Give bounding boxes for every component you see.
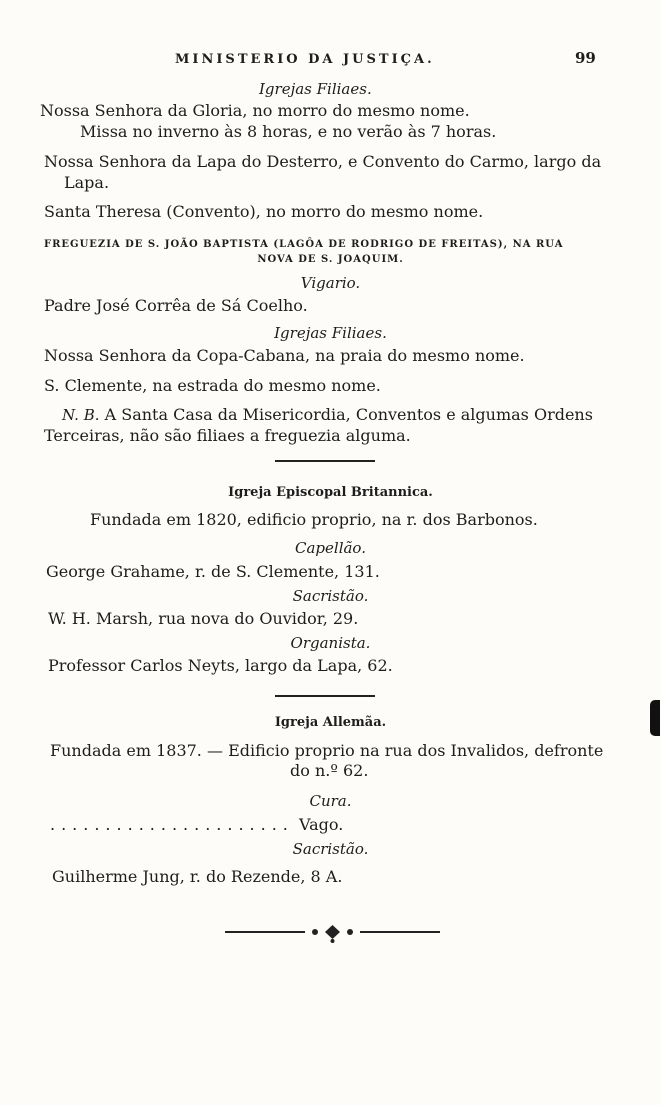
note-line: Terceiras, não são filiaes a freguezia alguma. [44,426,411,445]
text-line: Guilherme Jung, r. do Rezende, 8 A. [52,867,343,886]
divider [275,695,375,697]
role-heading: Capellão. [295,539,366,557]
text-line: Nossa Senhora da Lapa do Desterro, e Convento do Carmo, largo da [44,152,602,171]
cura-value: Vago. [298,815,344,834]
text-line: George Grahame, r. de S. Clemente, 131. [46,562,380,581]
dot-leader: ...................... [50,815,294,834]
text-line: Nossa Senhora da Copa-Cabana, na praia do mesmo nome. [44,346,525,365]
page-number: 99 [575,49,596,67]
text-line: Fundada em 1820, edificio proprio, na r. dos Barbonos. [90,510,538,529]
ornament-divider [225,920,440,944]
role-heading: Sacristão. [292,840,369,858]
filiaes-heading: Igrejas Filiaes. [259,80,372,98]
text-line: Santa Theresa (Convento), no morro do mesmo nome. [44,202,484,221]
text-line: Fundada em 1837. — Edificio proprio na rua dos Invalidos, defronte [50,741,604,760]
running-header: MINISTERIO DA JUSTIÇA. [175,52,435,67]
role-heading: Sacristão. [292,587,369,605]
note-text: A Santa Casa da Misericordia, Conventos e algumas Ordens [104,405,593,424]
section-title: Igreja Allemãa. [274,715,387,730]
vigario-name: Padre José Corrêa de Sá Coelho. [44,296,308,315]
text-line: Lapa. [64,173,110,192]
text-line: Nossa Senhora da Gloria, no morro do mesmo nome. [40,101,470,120]
text-line: S. Clemente, na estrada do mesmo nome. [44,376,381,395]
page-edge-mark [650,700,660,736]
text-line: W. H. Marsh, rua nova do Ouvidor, 29. [48,609,359,628]
freguezia-heading: FREGUEZIA DE S. JOÃO BAPTISTA (LAGÔA DE RODRIGO DE FREITAS), NA RUA [44,239,564,250]
role-heading: Organista. [290,634,371,652]
section-title: Igreja Episcopal Britannica. [228,485,433,500]
vigario-heading: Vigario. [300,274,361,292]
cura-line [50,815,343,835]
divider [275,460,375,462]
filiaes-heading: Igrejas Filiaes. [274,324,387,342]
note-label: N. B. [62,406,100,424]
text-line: do n.º 62. [290,761,369,780]
text-line: Professor Carlos Neyts, largo da Lapa, 62. [48,656,393,675]
note-line [62,405,593,425]
role-heading: Cura. [309,792,352,810]
freguezia-heading-cont: NOVA DE S. JOAQUIM. [257,254,404,265]
text-line: Missa no inverno às 8 horas, e no verão às 7 horas. [80,122,497,141]
